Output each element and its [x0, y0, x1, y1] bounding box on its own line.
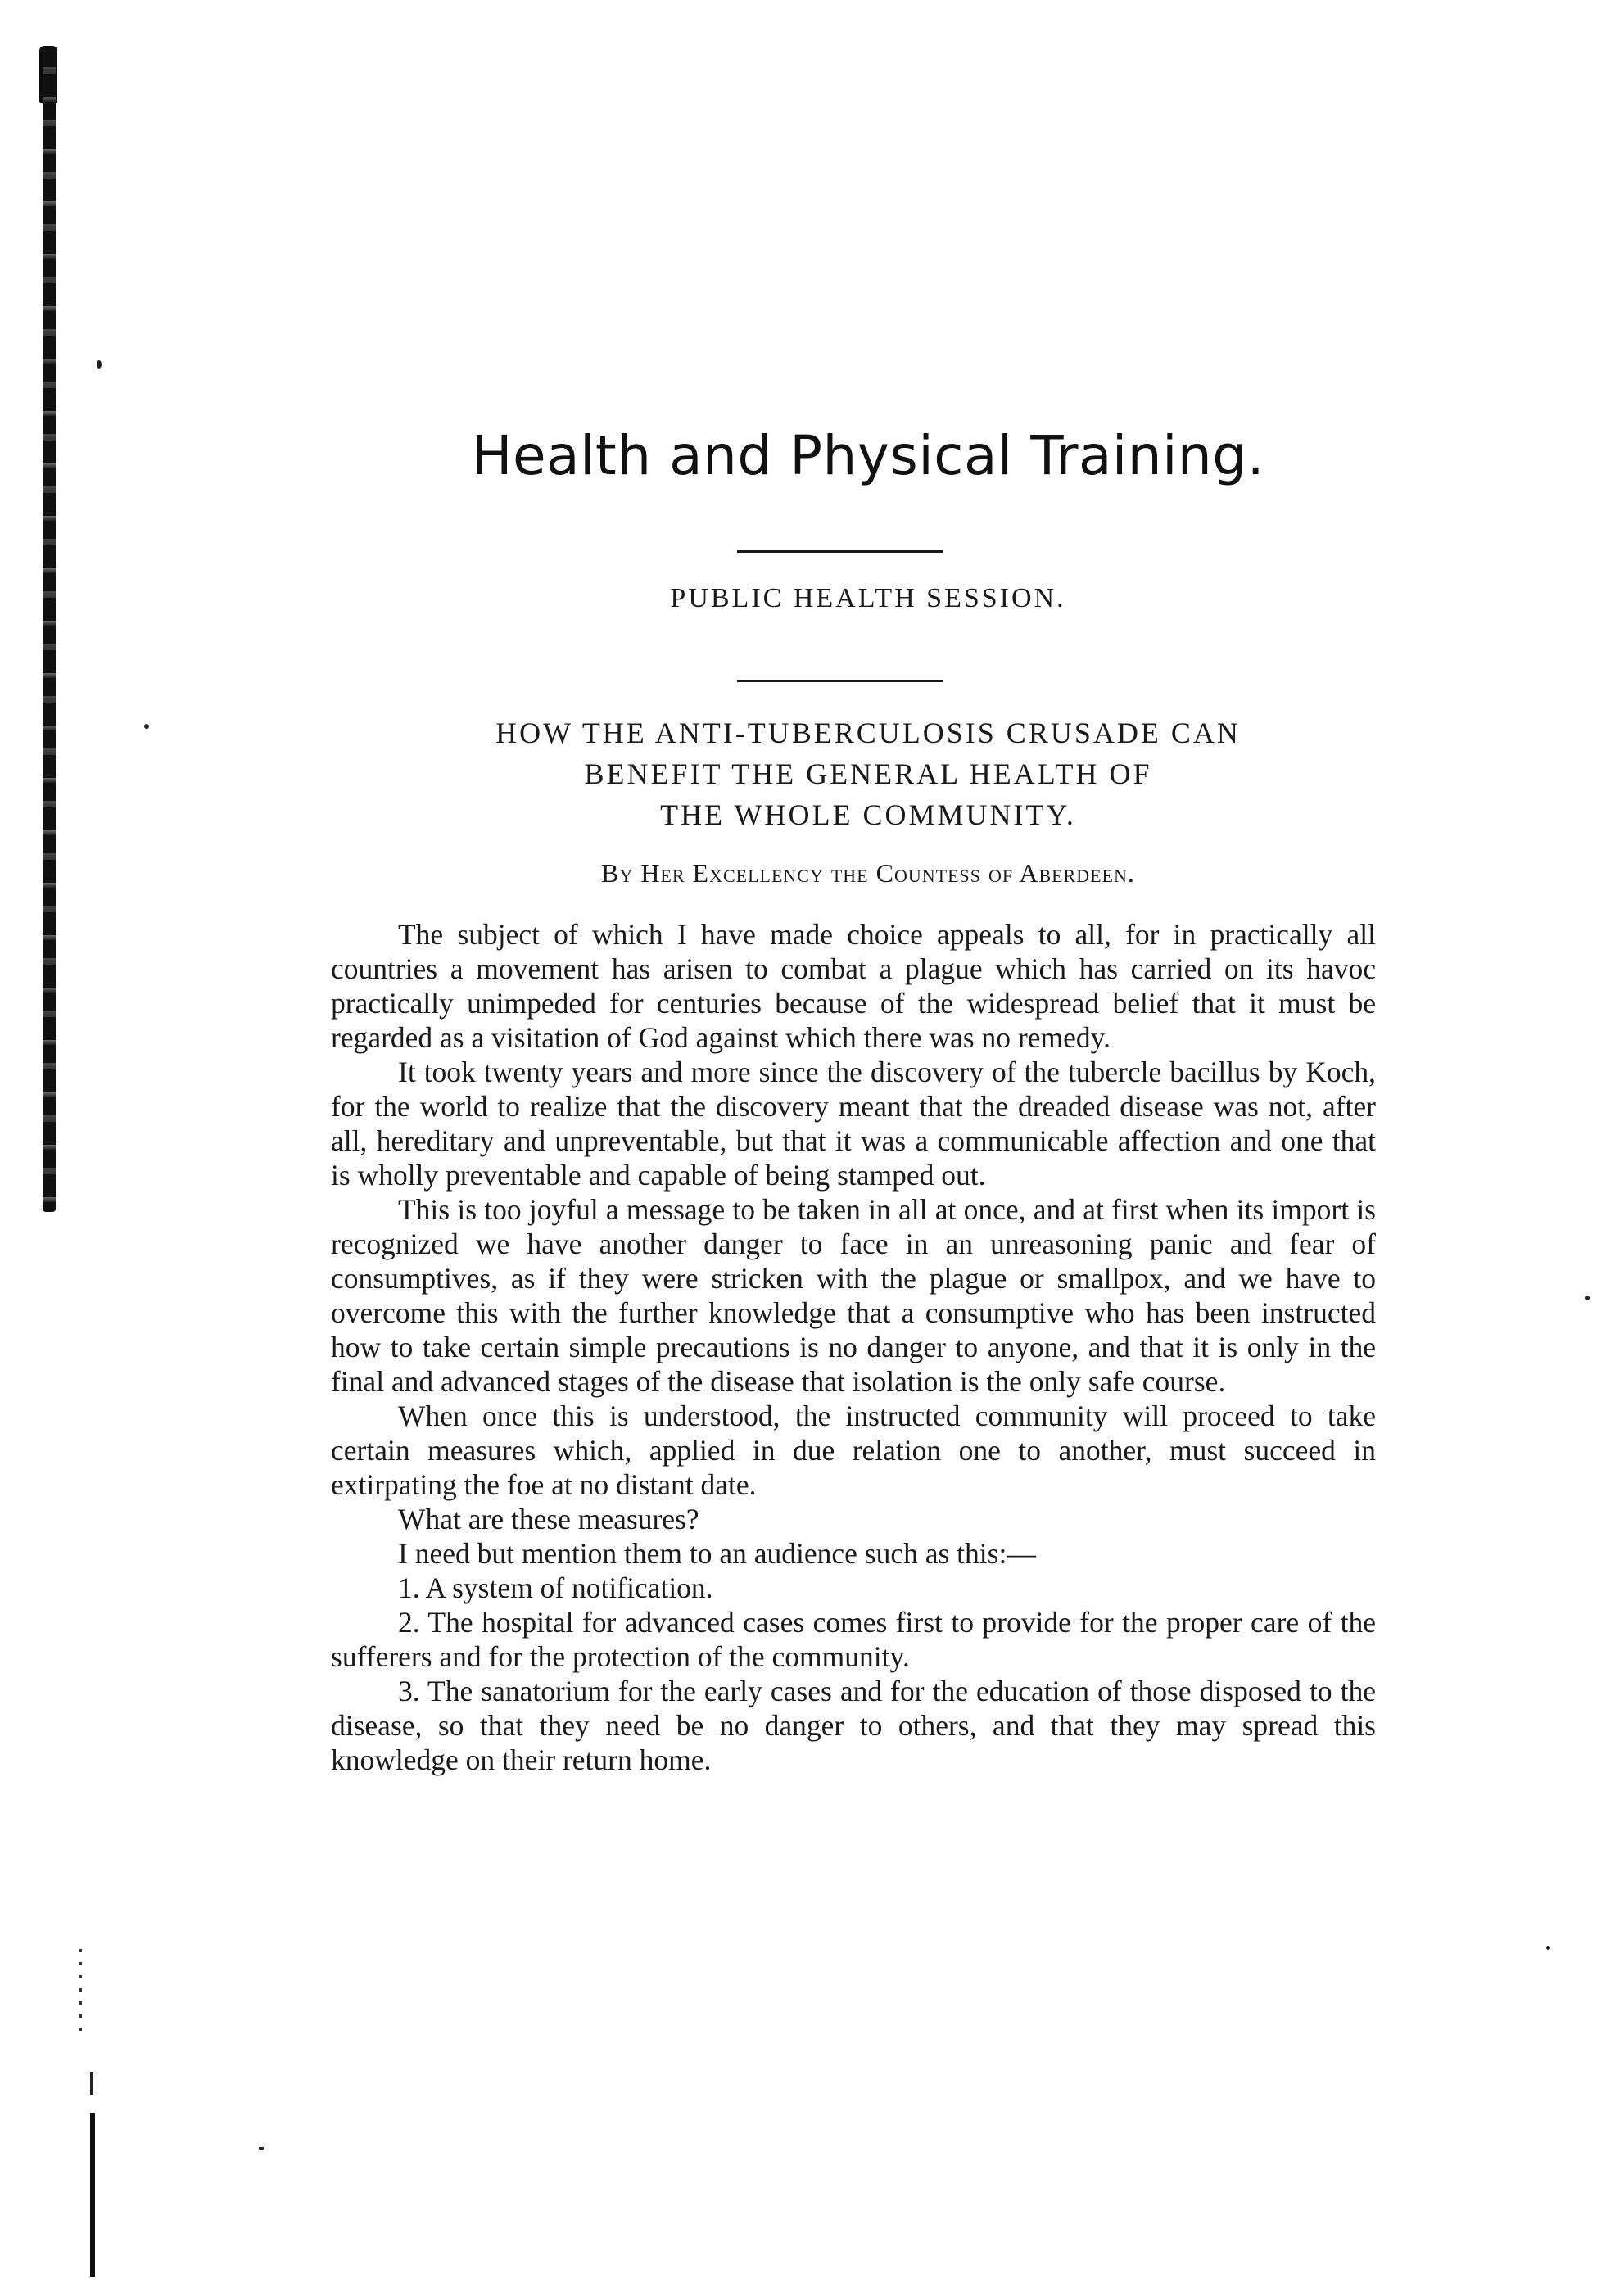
body-paragraph: What are these measures? — [398, 1503, 699, 1535]
body-paragraph: This is too joyful a message to be taken in all at once, and at first when its import is recognized we have another danger to face in an unreasoning panic and fear of consumptives, as if they were stricken with the plague or smallpox, and we have to overcome this with the further knowledge that a consumptive who has been instructed how to take certain simple precautions is no danger to anyone, and that it is only in the final and advanced stages of the disease that isolation is the only safe course. — [331, 1193, 1376, 1398]
page-headline: Health and Physical Training. — [471, 424, 1265, 487]
scan-dots — [79, 1949, 82, 2039]
list-item: 2. The hospital for advanced cases comes first to provide for the proper care of the sufferers and for the protection of the community. — [331, 1606, 1376, 1673]
binding-edge-lower-mark — [90, 2072, 93, 2095]
article-title-line: THE WHOLE COMMUNITY. — [660, 798, 1076, 831]
session-heading: PUBLIC HEALTH SESSION. — [670, 583, 1066, 613]
scan-speck — [97, 360, 102, 369]
body-paragraph: I need but mention them to an audience such as this:— — [398, 1537, 1036, 1570]
body-paragraph: When once this is understood, the instructed community will proceed to take certain measures which, applied in due relation one to another, must succeed in extirpating the foe at no distant date. — [331, 1400, 1376, 1501]
article-title-line: BENEFIT THE GENERAL HEALTH OF — [584, 757, 1152, 790]
article-title-line: HOW THE ANTI-TUBERCULOSIS CRUSADE CAN — [495, 717, 1241, 749]
divider-rule — [737, 550, 943, 553]
list-item: 3. The sanatorium for the early cases and for the education of those disposed to the disease, so that they need be no danger to others, and that they may spread this knowledge on their return home. — [331, 1675, 1376, 1776]
article-title — [0, 712, 1624, 835]
author-byline: By Her Excellency the Countess of Aberdeen. — [601, 858, 1135, 888]
binding-edge-lower — [90, 2113, 95, 2277]
body-paragraph: The subject of which I have made choice appeals to all, for in practically all countries a movement has arisen to combat a plague which has carried on its havoc practically unimpeded for centuries because of the widespread belief that it must be regarded as a visitation of God against which there was no remedy. — [331, 918, 1376, 1054]
scan-speck — [1546, 1946, 1550, 1950]
article-body — [331, 917, 1376, 1777]
scan-speck — [259, 2147, 264, 2150]
binding-edge — [43, 49, 56, 1212]
list-item: 1. A system of notification. — [398, 1571, 713, 1604]
scan-speck — [1585, 1296, 1590, 1300]
divider-rule — [737, 680, 943, 682]
body-paragraph: It took twenty years and more since the discovery of the tubercle bacillus by Koch, for the world to realize that the discovery meant that the dreaded disease was not, after all, hereditary and unpreventable, but that it was a communicable affection and one that is wholly preventable and capable of being stamped out. — [331, 1056, 1376, 1192]
